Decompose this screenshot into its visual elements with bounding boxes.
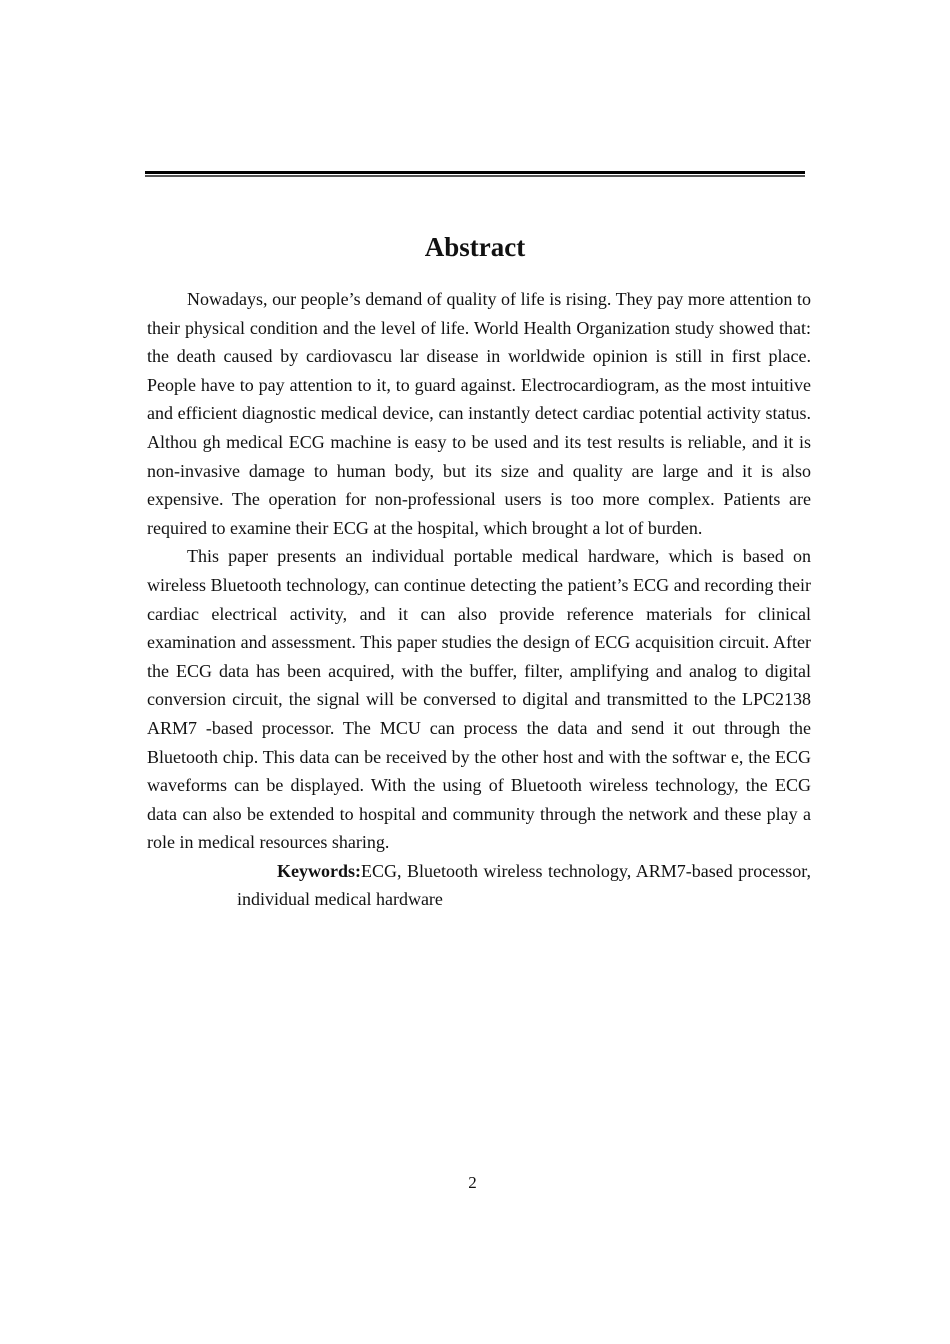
abstract-paragraph-2: This paper presents an individual portable medical hardware, which is based on wireless Bluetooth technology, can continue detecting the patient’s ECG and recording their cardiac electrical activity, and it can also provide reference materials for clinical examination and assessment. This paper studies the design of ECG acquisition circuit. After the ECG data has been acquired, with the buffer, filter, amplifying and analog to digital conversion circuit, the signal will be conversed to digital and transmitted to the LPC2138 ARM7 -based processor. The MCU can process the data and send it out through the Bluetooth chip. This data can be received by the other host and with the softwar e, the ECG waveforms can be displayed. With the using of Bluetooth wireless technology, the ECG data can also be extended to hospital and community through the network and these play a role in medical resources sharing. — [147, 546, 811, 853]
keywords-label: Keywords: — [277, 860, 361, 881]
abstract-body — [147, 285, 811, 914]
keywords-text: ECG, Bluetooth wireless technology, ARM7-based processor, individual medical hardware — [237, 860, 811, 910]
abstract-title: Abstract — [424, 232, 526, 262]
page-number: 2 — [468, 1173, 477, 1192]
header-rule-thick-line — [145, 171, 805, 174]
keywords-line — [147, 857, 811, 914]
header-rule-thin-line — [145, 175, 805, 177]
abstract-paragraph-1: Nowadays, our people’s demand of quality of life is rising. They pay more attention to their physical condition and the level of life. World Health Organization study showed that: the death caused by cardiovascu lar disease in worldwide opinion is still in first place. People have to pay attention to it, to guard against. Electrocardiogram, as the most intuitive and efficient diagnostic medical device, can instantly detect cardiac potential activity status. Althou gh medical ECG machine is easy to be used and its test results is reliable, and it is non-invasive damage to human body, but its size and quality are large and it is also expensive. The operation for non-professional users is too more complex. Patients are required to examine their ECG at the hospital, which brought a lot of burden. — [147, 289, 811, 538]
header-rule — [145, 171, 805, 177]
